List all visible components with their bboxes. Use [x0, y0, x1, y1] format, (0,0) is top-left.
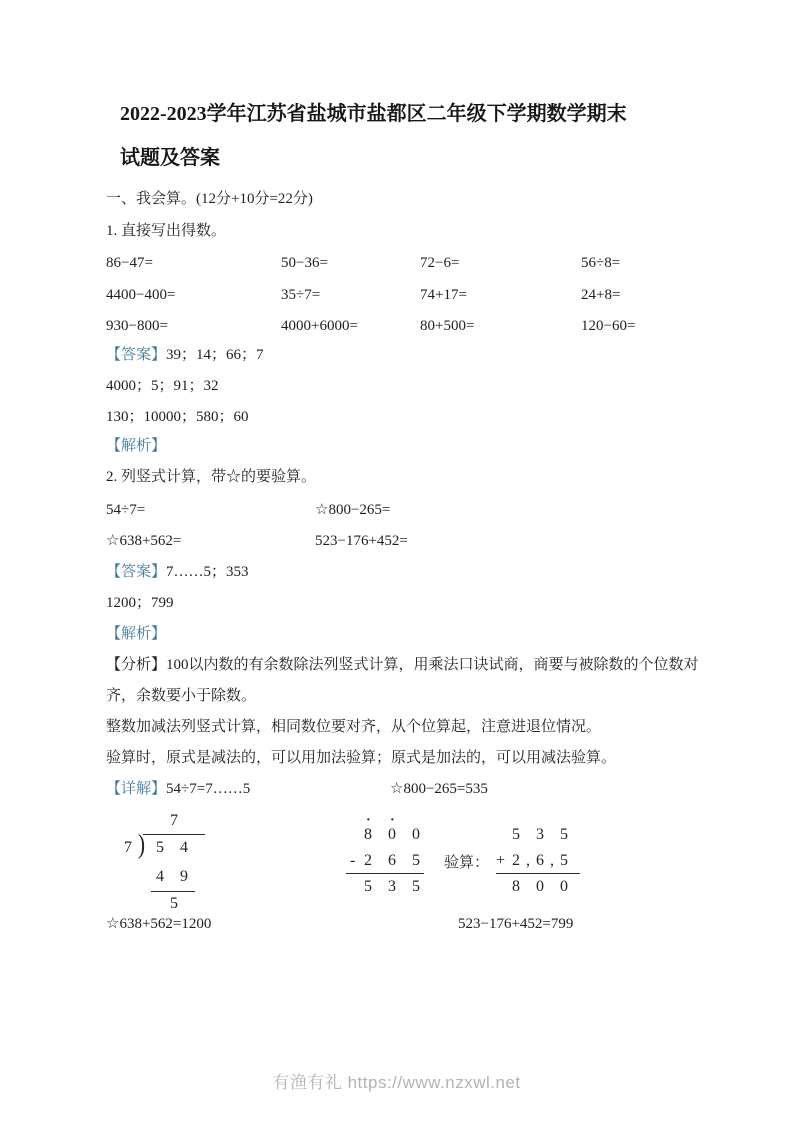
borrow-dot: · — [366, 813, 371, 828]
fenxi-line-1 — [106, 655, 699, 676]
result-left-expression: ☆638+562=1200 — [106, 916, 212, 932]
answer-label: 【答案】 — [106, 564, 167, 580]
math-expression: 4000+6000= — [281, 318, 358, 334]
math-expression: 35÷7= — [281, 287, 321, 303]
math-expression: 86−47= — [106, 255, 153, 271]
division-remainder: 5 — [170, 895, 184, 912]
analysis-label: 【解析】 — [106, 438, 167, 454]
division-underline — [151, 891, 195, 892]
math-expression: 74+17= — [420, 287, 467, 303]
result-right-expression: 523−176+452=799 — [458, 916, 574, 932]
addition-addend: 2,6,5 — [512, 852, 574, 869]
division-vinculum — [143, 834, 205, 835]
math-expression: 54÷7= — [106, 502, 146, 518]
verification-label: 验算： — [444, 855, 490, 871]
math-expression: 80+500= — [420, 318, 475, 334]
math-expression: 72−6= — [420, 255, 460, 271]
division-dividend: 5 4 — [156, 839, 194, 856]
fenxi-line-2: 齐，余数要小于除数。 — [106, 688, 257, 704]
math-expression: 523−176+452= — [315, 533, 408, 549]
analysis-label: 【解析】 — [106, 626, 167, 642]
subtraction-subtrahend: 2 6 5 — [364, 852, 426, 869]
math-expression: 24+8= — [581, 287, 621, 303]
answer-text: 39；14；66；7 — [166, 347, 264, 363]
q1-answer-line-3: 130；10000；580；60 — [106, 409, 249, 425]
division-quotient: 7 — [170, 812, 184, 829]
subtraction-underline — [346, 873, 424, 874]
detail-label: 【详解】 — [106, 781, 167, 797]
q1-answer-line-1 — [106, 345, 264, 366]
math-expression: 4400−400= — [106, 287, 176, 303]
subtraction-result: 5 3 5 — [364, 878, 426, 895]
minus-sign: - — [350, 852, 356, 869]
math-expression: ☆800−265= — [315, 502, 391, 518]
section-heading: 一、我会算。(12分+10分=22分) — [106, 191, 313, 207]
math-expression: ☆638+562= — [106, 533, 182, 549]
addition-underline — [496, 873, 580, 874]
answer-text: 7……5；353 — [166, 564, 249, 580]
math-expression: 120−60= — [581, 318, 636, 334]
note-addition-subtraction: 整数加减法列竖式计算，相同数位要对齐，从个位算起，注意进退位情况。 — [106, 719, 602, 735]
division-divisor: 7 — [124, 839, 138, 856]
q2-answer-line-1 — [106, 562, 249, 583]
math-expression: 930−800= — [106, 318, 168, 334]
q1-answer-line-2: 4000；5；91；32 — [106, 378, 219, 394]
addition-augend: 5 3 5 — [512, 826, 574, 843]
plus-sign: + — [496, 852, 506, 869]
question-2-label: 2. 列竖式计算，带☆的要验算。 — [106, 469, 317, 485]
division-bracket: ) — [137, 829, 146, 859]
detail-left-expression: 54÷7=7……5 — [166, 781, 251, 797]
fenxi-label: 【分析】 — [106, 657, 167, 673]
page-title-line2: 试题及答案 — [120, 147, 220, 169]
fenxi-text: 100以内数的有余数除法列竖式计算，用乘法口诀试商，商要与被除数的个位数对 — [166, 657, 699, 673]
math-expression: 50−36= — [281, 255, 328, 271]
answer-label: 【答案】 — [106, 347, 167, 363]
q2-answer-line-2: 1200；799 — [106, 595, 174, 611]
math-expression: 56÷8= — [581, 255, 621, 271]
addition-result: 8 0 0 — [512, 878, 574, 895]
site-watermark: 有渔有礼 https://www.nzxwl.net — [272, 1073, 521, 1092]
detail-right-expression: ☆800−265=535 — [390, 781, 488, 797]
borrow-dot: · — [390, 813, 395, 828]
note-verification: 验算时，原式是减法的，可以用加法验算；原式是加法的，可以用减法验算。 — [106, 750, 617, 766]
question-1-label: 1. 直接写出得数。 — [106, 223, 227, 239]
detail-line — [106, 779, 250, 800]
page-title-line1: 2022-2023学年江苏省盐城市盐都区二年级下学期数学期末 — [120, 103, 627, 125]
division-product: 4 9 — [156, 868, 194, 885]
subtraction-minuend: 8 0 0 — [364, 826, 426, 843]
